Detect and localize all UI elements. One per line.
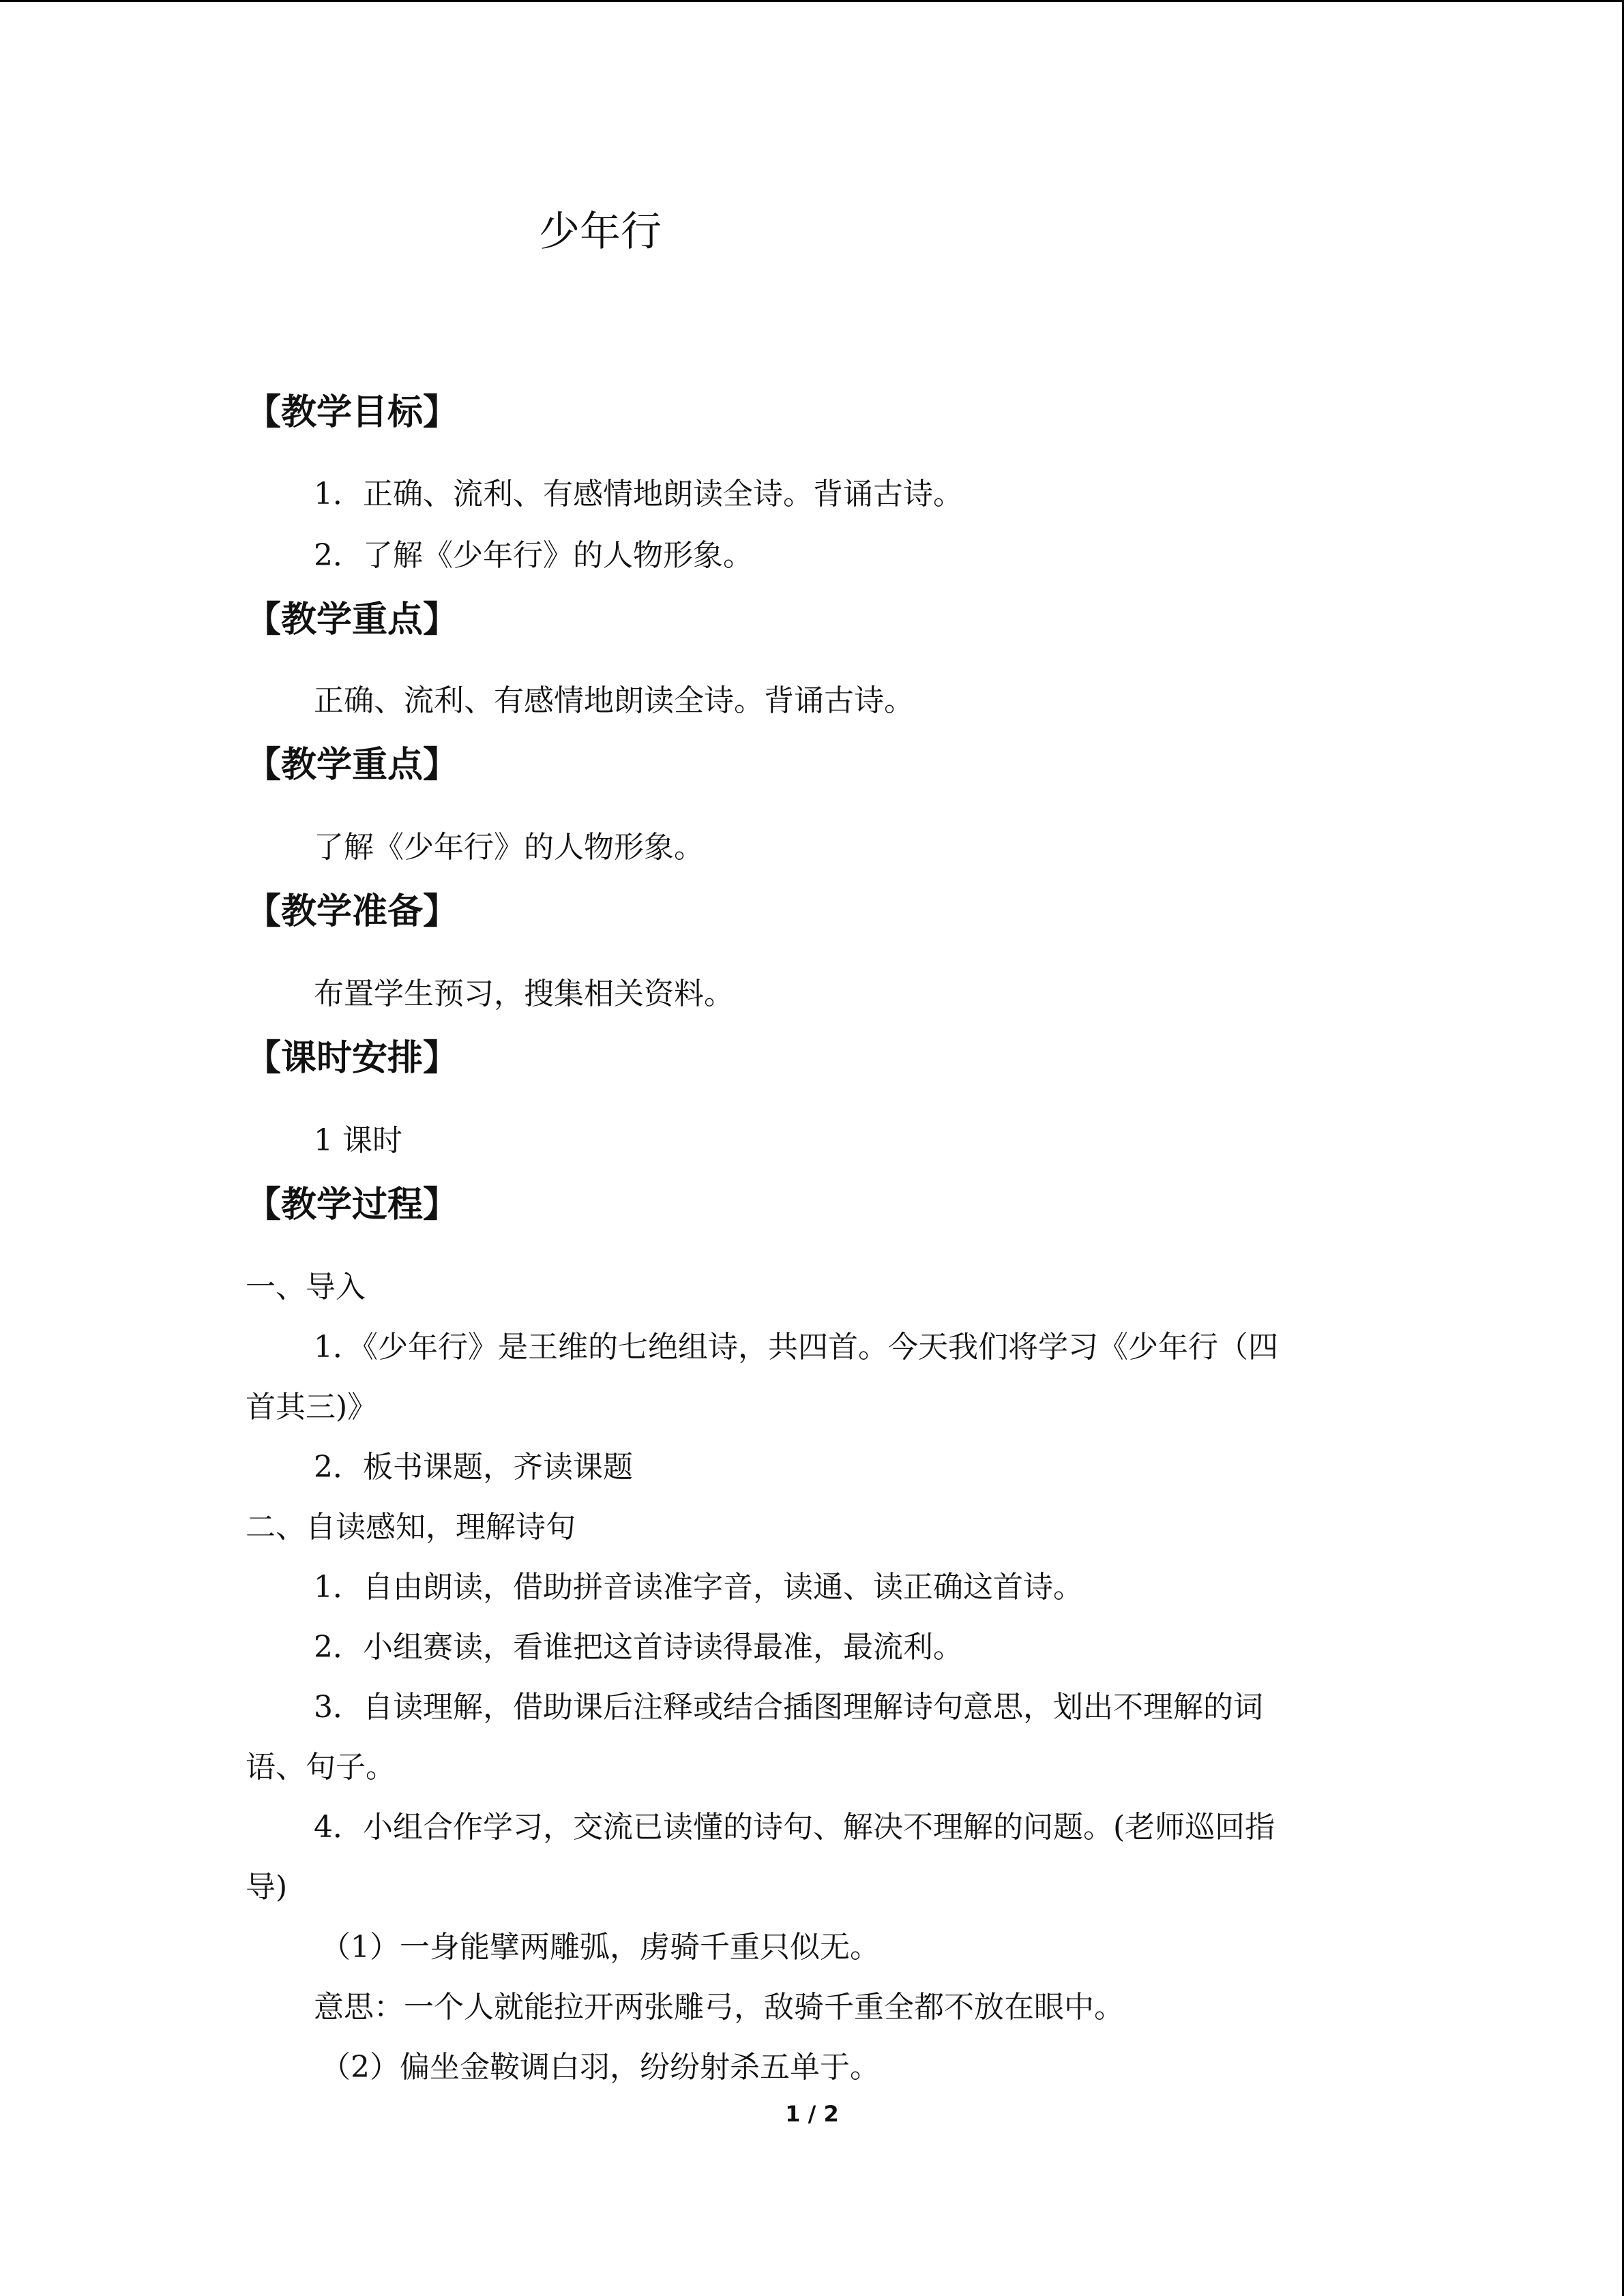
process-meaning-1: 意思：一个人就能拉开两张雕弓，敌骑千重全都不放在眼中。: [314, 1990, 1124, 2025]
heading-key-point-2: 【教学重点】: [246, 745, 459, 786]
process-s1: 1．自由朗读，借助拼音读准字音，读通、读正确这首诗。: [314, 1570, 1083, 1605]
page-title: 少年行: [539, 208, 662, 256]
key-point-1-text: 正确、流利、有感情地朗读全诗。背诵古诗。: [314, 683, 914, 718]
process-s3-line1: 3．自读理解，借助课后注释或结合插图理解诗句意思，划出不理解的词: [314, 1690, 1263, 1725]
key-point-2-text: 了解《少年行》的人物形象。: [314, 830, 704, 865]
schedule-text: 1 课时: [314, 1123, 402, 1158]
page-number: 1 / 2: [785, 2101, 839, 2127]
process-s4-line1: 4．小组合作学习，交流已读懂的诗句、解决不理解的问题。(老师巡回指: [314, 1810, 1275, 1845]
process-part2-title: 二、自读感知，理解诗句: [246, 1510, 576, 1545]
process-verse-1: （1）一身能擘两雕弧，虏骑千重只似无。: [321, 1930, 880, 1965]
heading-objectives: 【教学目标】: [246, 392, 459, 433]
heading-key-point-1: 【教学重点】: [246, 599, 459, 640]
process-s2: 2．小组赛读，看谁把这首诗读得最准，最流利。: [314, 1630, 963, 1665]
process-part1-title: 一、导入: [246, 1270, 366, 1304]
process-p1-line2: 首其三)》: [246, 1390, 378, 1425]
process-s4-line2: 导): [246, 1870, 288, 1905]
process-p2: 2．板书课题，齐读课题: [314, 1450, 633, 1485]
process-verse-2: （2）偏坐金鞍调白羽，纷纷射杀五单于。: [321, 2050, 880, 2085]
heading-process: 【教学过程】: [246, 1184, 459, 1225]
heading-preparation: 【教学准备】: [246, 891, 459, 932]
heading-schedule: 【课时安排】: [246, 1038, 459, 1079]
process-p1-line1: 1．《少年行》是王维的七绝组诗，共四首。今天我们将学习《少年行（四: [314, 1330, 1278, 1365]
process-s3-line2: 语、句子。: [246, 1750, 396, 1785]
preparation-text: 布置学生预习，搜集相关资料。: [314, 976, 734, 1011]
objective-item-2: 2．了解《少年行》的人物形象。: [314, 538, 753, 573]
objective-item-1: 1．正确、流利、有感情地朗读全诗。背诵古诗。: [314, 477, 963, 511]
